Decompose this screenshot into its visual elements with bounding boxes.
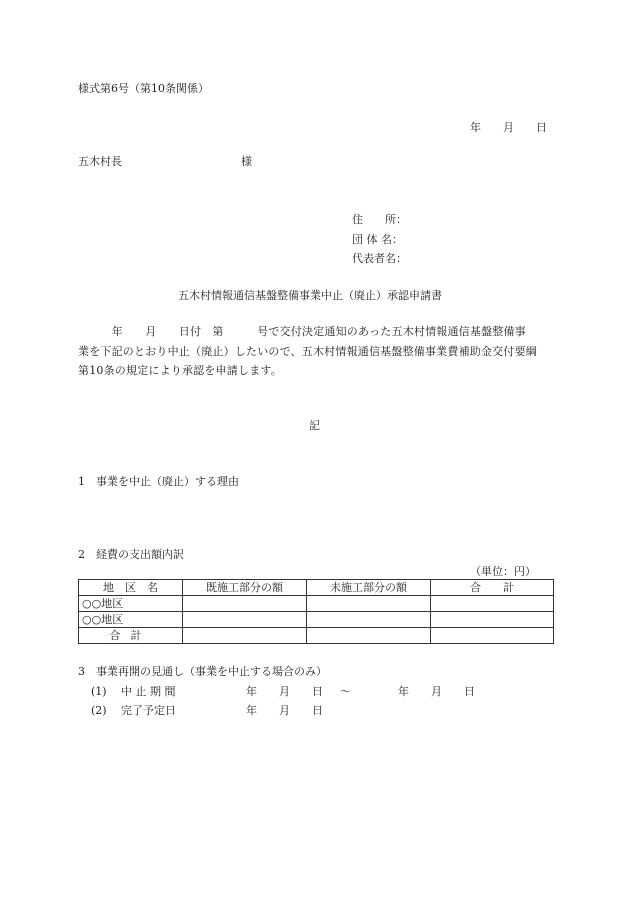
completion-date-row (78, 704, 558, 720)
date-line: 年 月 日 (470, 121, 547, 134)
suspension-start-date: 年 月 日 (246, 685, 323, 698)
district-cell: ○○地区 (79, 596, 183, 612)
unit-label: （単位：円） (470, 565, 536, 578)
suspension-end-date: 年 月 日 (398, 685, 475, 698)
amount-cell (431, 628, 554, 644)
item-number: (1) (91, 685, 107, 698)
table-row (79, 596, 554, 612)
amount-cell (307, 628, 431, 644)
table-row (79, 612, 554, 628)
body-paragraph (78, 322, 556, 381)
completion-date-label: 完了予定日 (121, 704, 176, 717)
section-2-heading: 2 経費の支出額内訳 (78, 548, 184, 561)
district-cell: ○○地区 (79, 612, 183, 628)
expense-breakdown-table (78, 579, 554, 644)
amount-cell (183, 596, 307, 612)
addressee-name: 五木村長 (78, 155, 122, 168)
column-header-district: 地 区 名 (79, 580, 183, 596)
amount-cell (307, 596, 431, 612)
representative-label: 代表者名： (352, 252, 407, 265)
document-title: 五木村情報通信基盤整備事業中止（廃止）承認申請書 (178, 289, 442, 302)
item-number: (2) (91, 704, 107, 717)
suspension-period-row (78, 685, 558, 701)
amount-cell (431, 596, 554, 612)
ki-heading: 記 (309, 419, 320, 432)
completion-date: 年 月 日 (246, 704, 323, 717)
total-label: 合計 (79, 628, 183, 644)
amount-cell (183, 628, 307, 644)
address-label: 住 所： (352, 213, 407, 226)
column-header-total: 合 計 (431, 580, 554, 596)
section-1-heading: 1 事業を中止（廃止）する理由 (78, 475, 239, 488)
body-line: 第10条の規定により承認を申請します。 (78, 364, 282, 377)
amount-cell (307, 612, 431, 628)
period-tilde: ～ (340, 685, 351, 698)
body-line: 年 月 日付 第 号で交付決定通知のあった五木村情報通信基盤整備事 (78, 325, 526, 338)
column-header-completed-amount: 既施工部分の額 (183, 580, 307, 596)
amount-cell (183, 612, 307, 628)
section-3-heading: 3 事業再開の見通し（事業を中止する場合のみ） (78, 665, 327, 678)
suspension-period-label: 中 止 期 間 (121, 685, 176, 698)
amount-cell (431, 612, 554, 628)
group-name-label: 団 体 名： (352, 233, 403, 246)
body-line: 業を下記のとおり中止（廃止）したいので、五木村情報通信基盤整備事業費補助金交付要綱 (78, 344, 537, 358)
column-header-uncompleted-amount: 未施工部分の額 (307, 580, 431, 596)
table-total-row (79, 628, 554, 644)
form-number: 様式第6号（第10条関係） (78, 82, 209, 95)
table-header-row (79, 580, 554, 596)
addressee-honorific: 様 (241, 155, 252, 168)
